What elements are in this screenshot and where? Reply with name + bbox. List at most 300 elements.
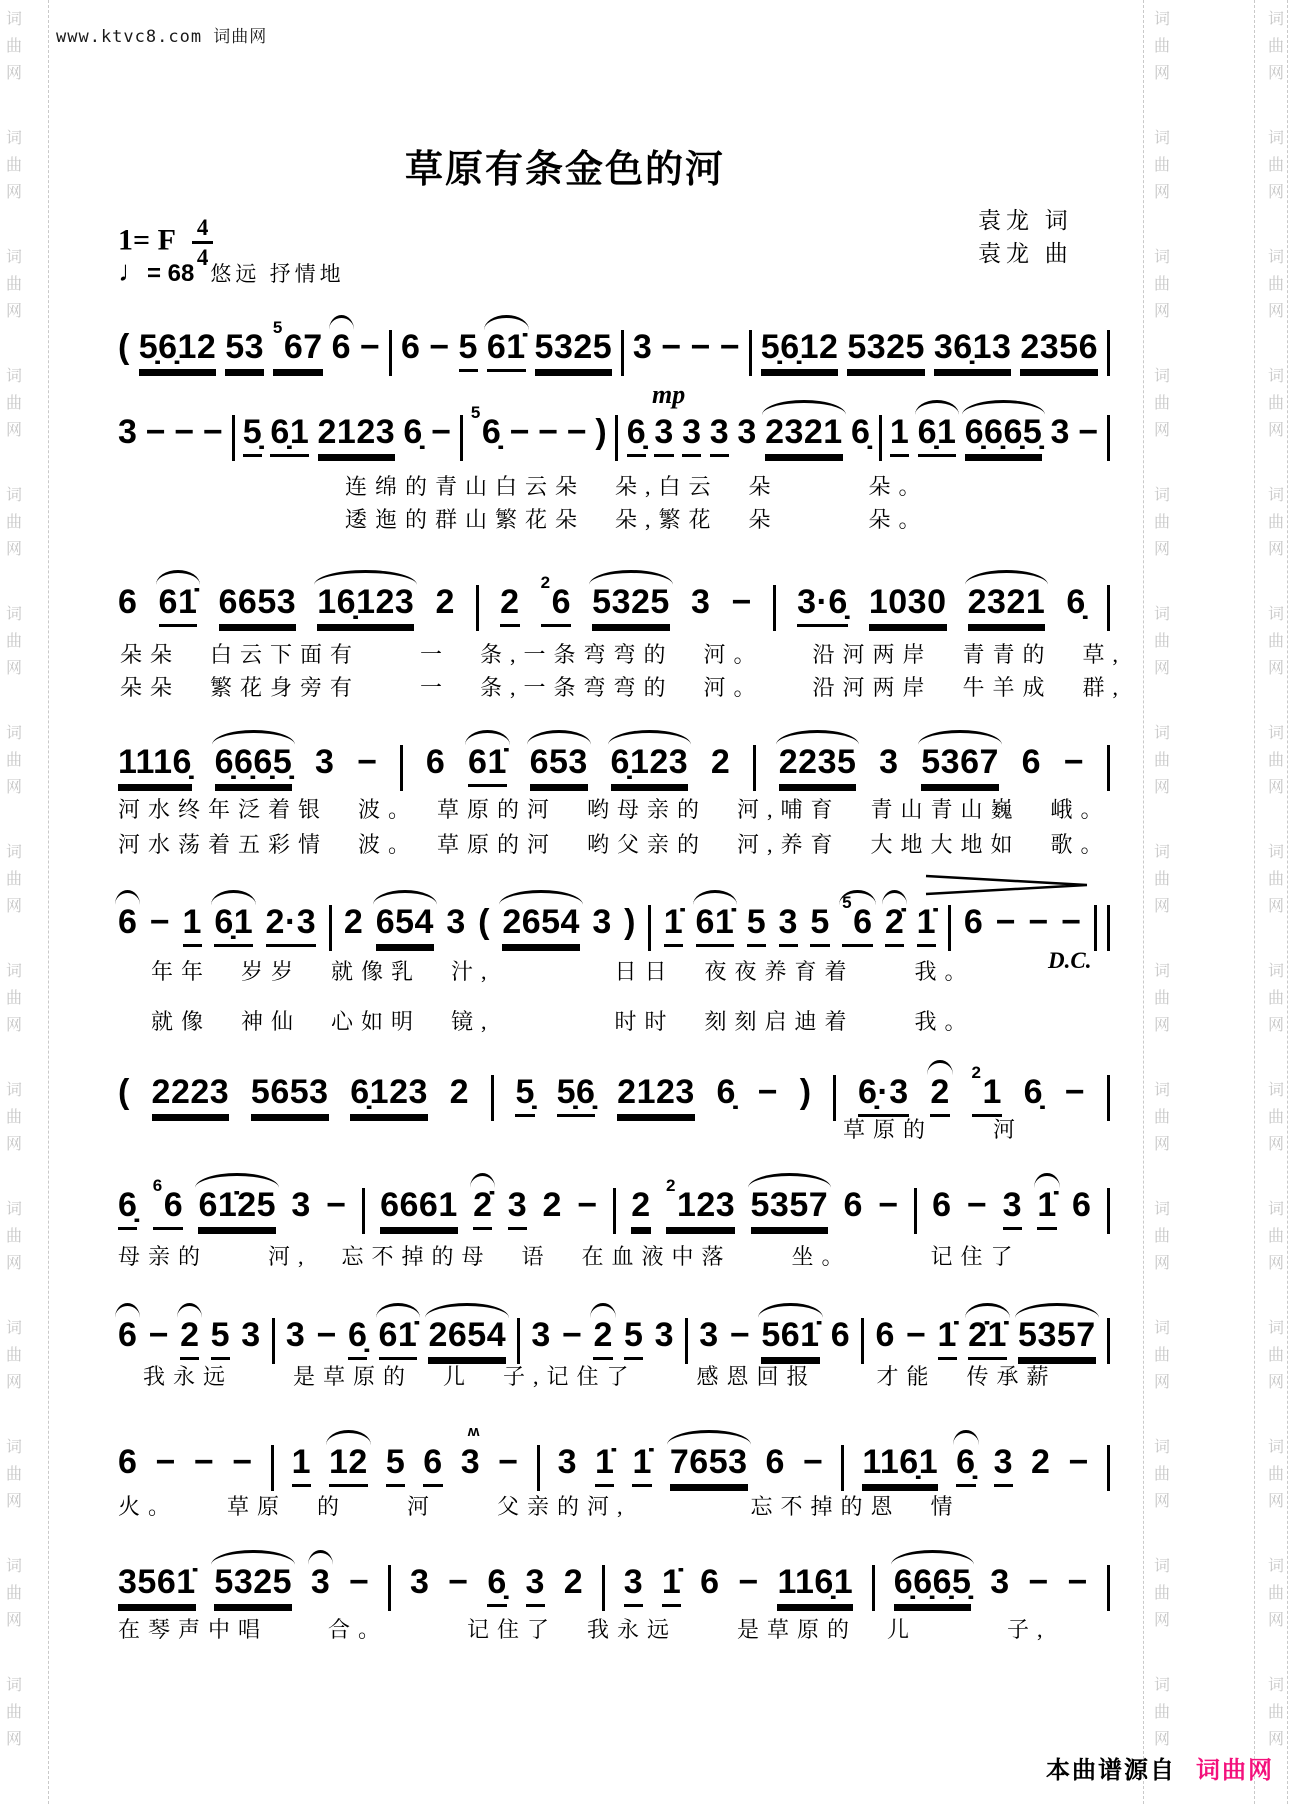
note-group: 6 xyxy=(932,1186,952,1224)
note-group: 2̇ xyxy=(473,1188,492,1230)
note-group: 3 xyxy=(994,1445,1013,1487)
side-watermark-char: 曲 xyxy=(1153,276,1170,293)
side-watermark-char: 曲 xyxy=(5,633,22,650)
side-watermark-char: 词 xyxy=(5,487,22,504)
note-group: 2 xyxy=(563,1563,584,1601)
side-watermark-char: 词 xyxy=(1153,1320,1170,1337)
side-watermark-char: 词 xyxy=(1153,1558,1170,1575)
side-watermark-char: 网 xyxy=(5,660,22,677)
note-group: $^5$6 xyxy=(842,905,872,947)
side-watermark-char: 曲 xyxy=(1267,514,1284,531)
note-group: 1̇ xyxy=(1037,1188,1056,1230)
note-group: 3 xyxy=(285,1316,306,1354)
duration-dash: − xyxy=(429,328,450,366)
lyrics-line: 在琴声中唱 合。 记住了 我永远 是草原的 儿 子, xyxy=(118,1617,1051,1642)
side-watermark-char: 词 xyxy=(5,130,22,147)
note-group: 1̇ xyxy=(664,905,683,947)
note-group: $^6$6 xyxy=(153,1188,183,1230)
side-watermark-char: 曲 xyxy=(1153,1466,1170,1483)
side-watermark-char: 网 xyxy=(5,184,22,201)
bar-line xyxy=(685,1318,688,1364)
note-group: 3 xyxy=(241,1316,261,1354)
footer-source-label: 本曲谱源自 xyxy=(1046,1757,1176,1784)
duration-dash: − xyxy=(878,1186,899,1224)
side-watermark-char: 曲 xyxy=(5,752,22,769)
note-group: 3 xyxy=(654,415,673,457)
side-watermark-char: 网 xyxy=(1153,1612,1170,1629)
side-watermark-char: 词 xyxy=(5,11,22,28)
bar-line xyxy=(1107,330,1110,376)
side-watermark-char: 网 xyxy=(5,303,22,320)
notation-system-4 xyxy=(118,745,1110,791)
duration-dash: − xyxy=(509,413,530,451)
duration-dash: − xyxy=(174,413,195,451)
lyricist-credit: 袁龙 词 xyxy=(978,208,1073,233)
bar-line xyxy=(914,1188,917,1234)
note-group: 3 xyxy=(879,743,899,781)
bar-line xyxy=(602,1565,605,1611)
bar-line xyxy=(841,1445,844,1491)
note-group: 1030 xyxy=(869,585,947,627)
side-watermark-char: 曲 xyxy=(1267,1704,1284,1721)
note-group: 2·3 xyxy=(266,905,317,947)
note-group: 1̇ xyxy=(938,1318,957,1360)
note-group: 2 xyxy=(343,903,364,941)
duration-dash: − xyxy=(566,413,588,451)
note-group: 3 xyxy=(446,903,466,941)
note-group: 5 xyxy=(211,1318,230,1360)
bar-line xyxy=(388,1565,391,1611)
side-watermark-char: 曲 xyxy=(1153,1228,1170,1245)
duration-dash: − xyxy=(690,328,711,366)
note-group: 5357 xyxy=(751,1188,829,1230)
duration-dash: − xyxy=(1064,1073,1086,1111)
side-watermark-char: 曲 xyxy=(1267,633,1284,650)
side-watermark-char: 曲 xyxy=(1153,1109,1170,1126)
duration-dash: − xyxy=(232,1443,253,1481)
bar-line xyxy=(879,415,882,461)
note-group: 3 xyxy=(699,1316,719,1354)
final-double-bar xyxy=(1094,905,1110,951)
side-watermark-char: 曲 xyxy=(5,157,22,174)
side-watermark-char: 曲 xyxy=(5,1466,22,1483)
note-group: 6 xyxy=(700,1563,720,1601)
side-watermark-char: 曲 xyxy=(5,38,22,55)
bar-line xyxy=(948,905,951,951)
side-watermark-char: 曲 xyxy=(1153,871,1170,888)
note-group: 6̣ xyxy=(118,1188,137,1230)
side-watermark-char: 曲 xyxy=(1267,395,1284,412)
bar-line xyxy=(1107,745,1110,791)
note-group: 3 xyxy=(508,1188,527,1230)
side-watermark-char: 词 xyxy=(1267,963,1284,980)
bar-line xyxy=(476,585,479,631)
side-watermark-char: 网 xyxy=(1267,65,1284,82)
note-group: 2223 xyxy=(152,1075,230,1117)
side-watermark-char: 词 xyxy=(1153,1439,1170,1456)
composer-credit: 袁龙 曲 xyxy=(978,241,1073,266)
duration-dash: − xyxy=(357,743,378,781)
bar-line xyxy=(1107,1445,1110,1491)
side-watermark-char: 网 xyxy=(1267,1255,1284,1272)
side-watermark-char: 词 xyxy=(5,963,22,980)
duration-dash: − xyxy=(316,1316,337,1354)
right-outer-watermark-column xyxy=(1264,6,1288,1791)
note-group: 6̣6̣6̣5̣ xyxy=(215,745,293,787)
side-watermark-char: 曲 xyxy=(1267,38,1284,55)
grace-note: 2 xyxy=(540,572,551,592)
site-watermark-header: www.ktvc8.com 词曲网 xyxy=(56,27,268,47)
note-group: 5 xyxy=(459,330,478,372)
note-group: 2654 xyxy=(428,1318,506,1360)
note-group: 3 xyxy=(531,1316,551,1354)
lyrics-line: 草原的 河 xyxy=(843,1117,1024,1142)
side-watermark-char: 曲 xyxy=(5,395,22,412)
note-group: 1116̣ xyxy=(118,745,192,787)
side-watermark-char: 网 xyxy=(1267,1612,1284,1629)
note-group: 116̣1 xyxy=(862,1445,938,1487)
side-watermark-char: 曲 xyxy=(1153,514,1170,531)
bar-line xyxy=(1107,415,1110,461)
note-group: 6̣ xyxy=(956,1445,975,1487)
note-group: 3 xyxy=(690,583,711,621)
footer-site-name: 词曲网 xyxy=(1196,1757,1274,1784)
note-group: 116̣1 xyxy=(777,1565,853,1607)
time-signature-numerator: 4 xyxy=(192,216,214,244)
note-group: 5 xyxy=(810,905,829,947)
side-watermark-char: 网 xyxy=(5,1731,22,1748)
note-group: 6̣6̣6̣5̣ xyxy=(894,1565,972,1607)
credits xyxy=(978,204,1073,270)
note-group: 3 xyxy=(557,1443,577,1481)
note-group: 5325 xyxy=(592,585,670,627)
time-signature-denominator: 4 xyxy=(196,245,209,270)
notation-system-9 xyxy=(118,1423,1110,1491)
side-watermark-char: 网 xyxy=(5,1493,22,1510)
note-group: 5̣ xyxy=(515,1075,534,1117)
side-watermark-char: 词 xyxy=(1153,130,1170,147)
side-watermark-char: 网 xyxy=(1153,1374,1170,1391)
side-watermark-char: 词 xyxy=(5,1082,22,1099)
duration-dash: − xyxy=(757,1073,779,1111)
note-group: 653 xyxy=(530,745,588,787)
side-watermark-char: 曲 xyxy=(5,1585,22,1602)
lyrics-line: 连绵的青山白云朵 朵,白云 朵 朵。 xyxy=(345,474,929,499)
note-group: 6̣6̣6̣5̣ xyxy=(965,415,1043,457)
side-watermark-char: 词 xyxy=(1153,606,1170,623)
side-watermark-char: 网 xyxy=(1153,779,1170,796)
side-watermark-char: 网 xyxy=(1153,1017,1170,1034)
bar-line xyxy=(753,745,756,791)
note-group: 2 xyxy=(593,1318,612,1360)
note-group: 6 xyxy=(118,1443,138,1481)
side-watermark-char: 曲 xyxy=(1153,1585,1170,1602)
lyrics-line: 朵朵 繁花身旁有 一 条,一条弯弯的 河。 沿河两岸 牛羊成 群, xyxy=(120,675,1127,700)
note-group: 61̇ xyxy=(487,330,526,372)
note-group: 3 xyxy=(710,415,729,457)
duration-dash: − xyxy=(326,1186,347,1224)
note-group: 6̣1 xyxy=(270,415,309,457)
side-watermark-char: 网 xyxy=(5,541,22,558)
duration-dash: − xyxy=(498,1443,519,1481)
lyrics-line: 火。 草原 的 河 父亲的河, 忘不掉的恩 情 xyxy=(118,1494,961,1519)
duration-dash: − xyxy=(145,413,167,451)
note-group: ( xyxy=(478,903,490,941)
bar-line xyxy=(833,1075,836,1121)
side-watermark-char: 词 xyxy=(1153,1201,1170,1218)
side-watermark-char: 词 xyxy=(1267,844,1284,861)
side-watermark-char: 词 xyxy=(1267,1320,1284,1337)
side-watermark-char: 词 xyxy=(1153,1082,1170,1099)
note-group: 3 xyxy=(624,1565,643,1607)
side-watermark-char: 网 xyxy=(1267,184,1284,201)
note-group: 2 xyxy=(180,1318,199,1360)
side-watermark-char: 网 xyxy=(5,1255,22,1272)
bar-line xyxy=(1107,1075,1110,1121)
side-watermark-char: 网 xyxy=(1153,1136,1170,1153)
note-group: 16̣123 xyxy=(317,585,414,627)
side-watermark-char: 词 xyxy=(1267,249,1284,266)
grace-note: 5 xyxy=(470,402,481,422)
note-group: 2654 xyxy=(502,905,580,947)
mordent-ornament-icon: ʍ xyxy=(467,1423,480,1440)
side-watermark-char: 词 xyxy=(1267,1201,1284,1218)
lyrics-line: 逶迤的群山繁花朵 朵,繁花 朵 朵。 xyxy=(345,507,929,532)
side-watermark-char: 曲 xyxy=(5,276,22,293)
side-watermark-char: 词 xyxy=(5,844,22,861)
side-watermark-char: 词 xyxy=(5,725,22,742)
side-watermark-char: 网 xyxy=(1267,660,1284,677)
note-group: 5325 xyxy=(214,1565,292,1607)
note-group: 2235 xyxy=(779,745,857,787)
lyrics-line: 母亲的 河, 忘不掉的母 语 在血液中落 坐。 记住了 xyxy=(118,1244,1021,1269)
note-group: 6 xyxy=(401,328,421,366)
note-group: 2321 xyxy=(968,585,1046,627)
bar-line xyxy=(613,1188,616,1234)
note-group: 6 xyxy=(1021,743,1042,781)
bar-line xyxy=(517,1318,520,1364)
note-group: 2123 xyxy=(318,415,396,457)
side-watermark-char: 曲 xyxy=(1153,1347,1170,1364)
side-watermark-char: 词 xyxy=(1267,1558,1284,1575)
side-watermark-char: 词 xyxy=(1267,368,1284,385)
side-watermark-char: 曲 xyxy=(1153,1704,1170,1721)
notation-system-10 xyxy=(118,1565,1110,1611)
side-watermark-char: 曲 xyxy=(1153,633,1170,650)
note-group: 1 xyxy=(292,1445,311,1487)
note-group: 654 xyxy=(376,905,434,947)
side-watermark-char: 词 xyxy=(1153,725,1170,742)
note-group: 3 xyxy=(682,415,701,457)
duration-dash: − xyxy=(1028,1563,1049,1601)
note-group: 6̣ xyxy=(348,1318,367,1360)
note-group: 6̣ xyxy=(627,415,646,457)
note-group: $^2$123 xyxy=(666,1188,735,1230)
duration-dash: − xyxy=(359,328,381,366)
note-group: 5653 xyxy=(251,1075,329,1117)
bar-line xyxy=(773,585,776,631)
grace-note: 2 xyxy=(971,1062,982,1082)
note-group: 6 xyxy=(331,328,352,366)
note-group: 6̣ xyxy=(1066,583,1086,621)
note-group: 6̣ xyxy=(487,1565,506,1607)
right-inner-watermark-column xyxy=(1150,6,1174,1791)
note-group: 61̇ xyxy=(468,745,507,787)
duration-dash: − xyxy=(731,583,752,621)
side-watermark-char: 网 xyxy=(5,1612,22,1629)
duration-dash: − xyxy=(661,328,682,366)
note-group: 6 xyxy=(963,903,984,941)
bar-line xyxy=(872,1565,875,1611)
note-group: 6̣ xyxy=(403,413,423,451)
side-watermark-char: 网 xyxy=(1267,779,1284,796)
dc-mark: D.C. xyxy=(1048,948,1092,973)
side-watermark-char: 网 xyxy=(5,422,22,439)
bar-line xyxy=(537,1445,540,1491)
lyrics-line: 朵朵 白云下面有 一 条,一条弯弯的 河。 沿河两岸 青青的 草, xyxy=(120,642,1127,667)
side-watermark-char: 曲 xyxy=(5,1704,22,1721)
note-group: 6̣ xyxy=(716,1073,736,1111)
duration-dash: − xyxy=(155,1443,176,1481)
duration-dash: − xyxy=(193,1443,215,1481)
notation-system-7 xyxy=(118,1175,1110,1234)
left-margin-dashed-line xyxy=(48,0,49,1804)
duration-dash: − xyxy=(738,1563,759,1601)
side-watermark-char: 曲 xyxy=(1267,1466,1284,1483)
note-group: 6̣1 xyxy=(214,905,253,947)
side-watermark-char: 曲 xyxy=(1267,871,1284,888)
side-watermark-char: 网 xyxy=(1153,1731,1170,1748)
note-group: 53 xyxy=(225,330,264,372)
side-watermark-char: 曲 xyxy=(1267,990,1284,1007)
notation-system-8 xyxy=(118,1318,1110,1364)
bar-line xyxy=(1107,1318,1110,1364)
duration-dash: − xyxy=(148,1316,169,1354)
note-group: 6 xyxy=(118,1316,138,1354)
note-group: 6̣1 xyxy=(918,415,957,457)
side-watermark-char: 词 xyxy=(1153,1677,1170,1694)
note-group: 36̣13 xyxy=(934,330,1012,372)
grace-note: 5 xyxy=(272,317,283,337)
note-group: 3 xyxy=(1003,1188,1022,1230)
side-watermark-char: 网 xyxy=(1267,541,1284,558)
note-group: 3561̇ xyxy=(118,1565,196,1607)
note-group: $^2$1 xyxy=(972,1075,1002,1117)
note-group: 3 xyxy=(1050,413,1070,451)
duration-dash: − xyxy=(538,413,559,451)
side-watermark-char: 词 xyxy=(1267,130,1284,147)
duration-dash: − xyxy=(561,1316,583,1354)
duration-dash: − xyxy=(1068,1443,1089,1481)
bar-line xyxy=(362,1188,365,1234)
note-group: 2 xyxy=(710,743,731,781)
bar-line xyxy=(1107,1565,1110,1611)
side-watermark-char: 词 xyxy=(1267,1677,1284,1694)
note-group: 3 xyxy=(291,1186,311,1224)
lyrics-line: 就像 神仙 心如明 镜, 时时 刻刻启迪着 我。 xyxy=(151,1009,975,1034)
side-watermark-char: 词 xyxy=(1267,725,1284,742)
note-group: 1̇ xyxy=(662,1565,681,1607)
bar-line xyxy=(1107,1188,1110,1234)
note-group: 2356 xyxy=(1020,330,1098,372)
duration-dash: − xyxy=(729,1316,751,1354)
duration-dash: − xyxy=(577,1186,598,1224)
side-watermark-char: 网 xyxy=(1153,541,1170,558)
bar-line xyxy=(271,1445,274,1491)
note-group: 1 xyxy=(890,415,909,457)
right-inner-dashed-line xyxy=(1143,0,1144,1804)
lyrics-line: 河水荡着五彩情 波。 草原的河 哟父亲的 河,养育 大地大地如 歌。 xyxy=(118,832,1111,857)
note-group: 12 xyxy=(329,1445,368,1487)
key-signature: 1= F xyxy=(118,223,176,257)
note-group: 6 xyxy=(423,1445,442,1487)
note-group: 2̇ xyxy=(885,905,904,947)
side-watermark-char: 曲 xyxy=(1267,1228,1284,1245)
duration-dash: − xyxy=(995,903,1016,941)
note-group: 7653 xyxy=(670,1445,748,1487)
note-group: 3·6̣ xyxy=(797,585,848,627)
duration-dash: − xyxy=(1067,1563,1088,1601)
side-watermark-char: 词 xyxy=(5,1558,22,1575)
side-watermark-char: 网 xyxy=(1153,65,1170,82)
tempo-value: = 68 xyxy=(147,260,195,287)
side-watermark-char: 曲 xyxy=(1267,1347,1284,1364)
side-watermark-char: 网 xyxy=(1153,898,1170,915)
note-group: 5 xyxy=(386,1445,405,1487)
lyrics-line: 年年 岁岁 就像乳 汁, 日日 夜夜养育着 我。 xyxy=(151,959,975,984)
side-watermark-char: 曲 xyxy=(5,1347,22,1364)
duration-dash: − xyxy=(802,1443,824,1481)
note-group: 1̇ xyxy=(917,905,936,947)
quarter-note-icon: ♩ xyxy=(118,256,147,288)
decrescendo-hairpin-icon xyxy=(925,874,1090,896)
note-group: 1 xyxy=(183,905,202,947)
tempo-row xyxy=(118,256,345,289)
bar-line xyxy=(232,415,235,461)
note-group: 3 xyxy=(118,413,138,451)
note-group: 561̇ xyxy=(761,1318,819,1360)
notation-system-2 xyxy=(118,402,1110,461)
grace-note: 2 xyxy=(665,1175,676,1195)
note-group: 3 xyxy=(314,743,335,781)
side-watermark-char: 词 xyxy=(1153,487,1170,504)
side-watermark-char: 词 xyxy=(1153,11,1170,28)
note-group: 5̣ xyxy=(243,415,262,457)
notation-system-5 xyxy=(118,892,1110,951)
note-group: ) xyxy=(799,1073,812,1111)
side-watermark-char: 网 xyxy=(1267,1374,1284,1391)
bar-line xyxy=(400,745,403,791)
side-watermark-char: 词 xyxy=(5,1201,22,1218)
side-watermark-char: 网 xyxy=(1267,303,1284,320)
note-group: $^2$6 xyxy=(541,585,571,627)
duration-dash: − xyxy=(202,413,224,451)
side-watermark-char: 曲 xyxy=(1267,1585,1284,1602)
notation-system-3 xyxy=(118,572,1110,631)
side-watermark-char: 网 xyxy=(1267,422,1284,439)
duration-dash: − xyxy=(1061,903,1082,941)
note-group: 6 xyxy=(1072,1186,1092,1224)
note-group: 3 xyxy=(526,1565,545,1607)
duration-dash: − xyxy=(719,328,741,366)
side-watermark-char: 网 xyxy=(5,1136,22,1153)
note-group: 2321 xyxy=(765,415,843,457)
lyrics-line: 我永远 是草原的 儿 子,记住了 感恩回报 才能 传承薪 xyxy=(143,1364,1057,1389)
note-group: 6 xyxy=(118,583,138,621)
duration-dash: − xyxy=(1078,413,1099,451)
note-group: 61̇ xyxy=(379,1318,418,1360)
note-group: 61̇ xyxy=(696,905,735,947)
